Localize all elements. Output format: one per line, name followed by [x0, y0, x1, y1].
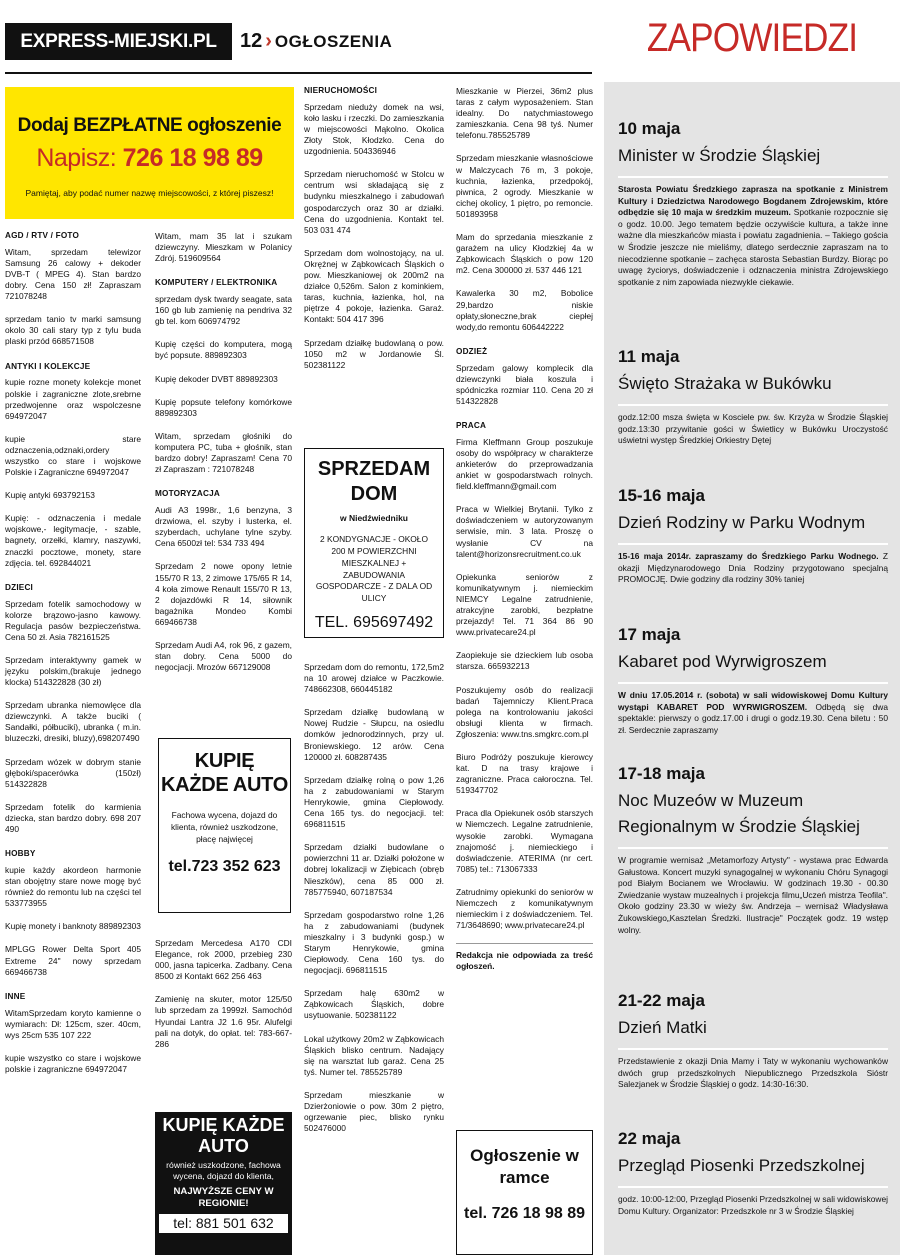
event-text: godz. 10:00-12:00, Przegląd Piosenki Przedszkolnej w sali widowiskowej Domu Kultury. Organizator: Przedszkole nr 3 w Środzie Śląskiej — [618, 1194, 888, 1216]
event-body — [618, 404, 888, 447]
ad-title: SPRZEDAM DOM — [317, 458, 431, 505]
promo-note: Pamiętaj, aby podać numer nazwę miejscowości, z której piszesz! — [25, 188, 274, 198]
classified-ad: kupie rozne monety kolekcje monet polskie i zagraniczne zlote,srebrne przedwojenne oraz wspolczesne 694972047 — [5, 377, 141, 421]
classified-ad: kupie każdy akordeon harmonie stan obojętny stare nowe mogę być również do remontu lub na części tel 533773955 — [5, 864, 141, 909]
classified-ad: WitamSprzedam koryto kamienne o wymiarach: Dł: 125cm, szer. 40cm, wys 25cm 535 107 222 — [5, 1007, 141, 1040]
event-title: Dzień Rodziny w Parku Wodnym — [618, 513, 866, 532]
classified-ad: Kupię antyki 693792153 — [5, 490, 95, 501]
classified-ad: Sprzedam mieszkanie własnościowe w Malczycach 76 m, 3 pokoje, kuchnia, łazienka, przedpokój, piwnica, 2 ogrody. Mieszkanie w cichej okolicy, 1 piętro, po remoncie. 501893958 — [456, 153, 593, 219]
category-heading: AGD / RTV / FOTO — [5, 231, 80, 240]
classified-ad: Biuro Podróży poszukuje kierowcy kat. D na trasy krajowe i zagraniczne. Praca całoroczna. Tel. 519347702 — [456, 751, 593, 796]
classified-ad: Sprzedam działki budowlane o powierzchni 11 ar. Działki położone w dobrej lokalizacji w Ziębicach (obręb Nieszków), cena 85 000 zł. 785775940, 607187534 — [304, 842, 444, 897]
ad-phone: tel.723 352 623 — [168, 857, 281, 875]
event-body — [618, 543, 888, 586]
classified-ad: Sprzedam dom do remontu, 172,5m2 na 10 arowej działce w Paczkowie. 748662308, 660445182 — [304, 662, 444, 695]
event-item — [618, 1128, 888, 1217]
category-heading: MOTORYZACJA — [155, 489, 220, 499]
event-date: 15-16 maja — [618, 486, 705, 505]
classified-ad: sprzedam tanio tv marki samsung okolo 30 cali stary typ z tylu buda plaski przód 668571508 — [5, 314, 141, 347]
classified-ad: Praca w Wielkiej Brytanii. Tylko z doświadczeniem w autoryzowanym serwisie, min. 3 lata. Proszę o wysłanie CV na talent@horizonsrecruitment.co.uk — [456, 504, 593, 559]
category-heading: INNE — [5, 991, 26, 1001]
event-body — [618, 1048, 888, 1091]
separator: › — [265, 30, 272, 52]
header-rule — [5, 72, 592, 74]
zapowiedzi-heading: ZAPOWIEDZI — [646, 16, 858, 60]
classified-ad: Sprzedam 2 nowe opony letnie 155/70 R 13, 2 zimowe 175/65 R 14, 4 koła zimowe Renault 155/70 R 13, 2 dojazdówki R 14, siłownik bagażnika Mondeo Kombi 669466738 — [155, 561, 292, 627]
ad-title: KUPIĘ KAŻDE AUTO — [160, 750, 288, 796]
classified-ad: Sprzedam galowy komplecik dla dziewczynki biała koszula i spódniczka rozmiar 110. Cena 20 zł 514322828 — [456, 362, 593, 406]
column-2-top — [155, 231, 292, 685]
classified-ad: Firma Kleffmann Group poszukuje osoby do współpracy w charakterze ankieterów do przeprowadzania ankiet w gospodarstwach rolnych. field.kleffmann@gmail.com — [456, 436, 593, 492]
event-item — [618, 118, 888, 288]
event-text: Przedstawienie z okazji Dnia Mamy i Taty w wykonaniu wychowanków dwóch grup przedszkolnych Niepublicznego Przedszkola Sióstr Salezjanek w Środzie Śląskiej o godz. 14:30-16:30. — [618, 1056, 888, 1090]
ad-phone: TEL. 695697492 — [314, 613, 434, 631]
category-heading: KOMPUTERY / ELEKTRONIKA — [155, 278, 278, 288]
ad-phone: tel: 881 501 632 — [159, 1214, 288, 1233]
event-item — [618, 763, 888, 936]
event-title: Święto Strażaka w Bukówku — [618, 374, 832, 393]
section-title: OGŁOSZENIA — [274, 32, 393, 51]
category-heading: ANTYKI I KOLEKCJE — [5, 361, 91, 371]
classified-ad: kupie stare odznaczenia,odznaki,ordery wszystko co stare i wojskowe Polskie i Zagraniczne 694972047 — [5, 433, 141, 478]
classified-ad: MPLGG Rower Delta Sport 405 Extreme 24" nowy sprzedam 669466738 — [5, 944, 141, 977]
classified-ad: Opiekunka seniorów z komunikatywnym j. niemieckim NIEMCY Legalne zatrudnienie, atrakcyjne zarobki, bezpłatne przejazdy! Tel. 71 364 86 90 www.privatecare24.pl — [456, 571, 593, 638]
event-title: Kabaret pod Wyrwigroszem — [618, 652, 827, 671]
ad-kupie-auto-black — [155, 1112, 292, 1255]
classified-ad: Sprzedam nieduży domek na wsi, koło lasku i rzeczki. Do zamieszkania w miejscowości Mąkolno. Okolica Złoty Stok, Kłodzko. Cena do uzgodnienia. 504336946 — [304, 101, 444, 157]
event-item — [618, 346, 888, 447]
column-4 — [456, 86, 593, 972]
classified-ad: Witam, mam 35 lat i szukam dziewczyny. Mieszkam w Polanicy Zdrój. 519609564 — [155, 231, 292, 264]
event-date: 21-22 maja — [618, 991, 705, 1010]
classified-ad: Kupię dekoder DVBT 889892303 — [155, 373, 278, 384]
classified-ad: Zatrudnimy opiekunki do seniorów w Niemczech z komunikatywnym niemieckim i z doświadczeniem. Tel. 71/3648690; www.privatecare24.pl — [456, 886, 593, 931]
event-item — [618, 990, 888, 1091]
classified-ad: Sprzedam nieruchomość w Stolcu w centrum wsi składającą się z budynku mieszkalnego i zabudowań gospodarczych oraz 30 ar działki. Cena do uzgodnienia. Kontakt tel. 503 031 474 — [304, 169, 444, 235]
classified-ad: Sprzedam wózek w dobrym stanie głęboki/spacerówka (150zł) 514322828 — [5, 756, 141, 789]
event-title: Noc Muzeów w Muzeum Regionalnym w Środzie Śląskiej — [618, 791, 860, 836]
classified-ad: sprzedam dysk twardy seagate, sata 160 gb lub zamienię na pendriva 32 gb tel. kom 606974792 — [155, 294, 292, 327]
classified-ad: Sprzedam działkę budowlaną o pow. 1050 m2 w Jordanowie Śl. 502381122 — [304, 337, 444, 370]
ad-title: KUPIĘ KAŻDE AUTO — [162, 1115, 285, 1156]
promo-phone-number: 726 18 98 89 — [122, 144, 263, 172]
event-body — [618, 176, 888, 288]
ad-phone: tel. 726 18 98 89 — [464, 1205, 585, 1222]
disclaimer: Redakcja nie odpowiada za treść ogłoszeń. — [456, 943, 593, 972]
column-1 — [5, 231, 141, 1087]
classified-ad: Sprzedam mieszkanie w Dzierżoniowie o pow. 30m 2 piętro, ogrzewanie piec, blisko rynku 502476000 — [304, 1089, 444, 1134]
ad-slogan: NAJWYŻSZE CENY W REGIONIE! — [173, 1186, 274, 1209]
event-lead: Starosta Powiatu Średzkiego zaprasza na spotkanie z Ministrem Kultury i Dziedzictwa Narodowego Bogdanem Zdrojewskim, które odbędzie się 10 maja w średzkim muzeum. — [618, 184, 888, 218]
classified-ad: Mam do sprzedania mieszkanie z garażem na ulicy Kłodzkiej 4a w Ząbkowicach Śląskich o pow 120 m2. Cena 300000 zł. 537 446 121 — [456, 232, 593, 276]
column-3-bottom — [304, 662, 444, 1146]
ad-title: Ogłoszenie w ramce — [470, 1146, 579, 1187]
classified-ad: Zamienię na skuter, motor 125/50 lub sprzedam za 1999zł. Samochód Hyundai Lantra J2 1.6 95r. Alufelgi pali na dotyk, do opłat. tel: 783-667-286 — [155, 994, 292, 1049]
classified-ad: Kupię: - odznaczenia i medale wojskowe,- legitymacje, - szable, bagnety, orzełki, klamry, naszywki, znaczki pocztowe, monety, stare zdjęcia. tel. 692844021 — [5, 513, 141, 568]
classified-ad: Mieszkanie w Pierzei, 36m2 plus taras z całym wyposażeniem. Stan idealny. Do natychmiastowego zamieszkania. Cena 98 tyś. Numer telefonu.785525789 — [456, 86, 593, 141]
classified-ad: Sprzedam halę 630m2 w Ząbkowicach Śląskich, dobre usytuowanie. 502381122 — [304, 988, 444, 1021]
page-number: 12 — [240, 30, 263, 52]
classified-ad: Audi A3 1998r., 1,6 benzyna, 3 drzwiowa, el. szyby i lusterka, el. szyberdach, uchylane tylne szyby. Cena 6500zł tel: 534 733 494 — [155, 505, 292, 549]
event-date: 17-18 maja — [618, 764, 705, 783]
classified-ad: Sprzedam gospodarstwo rolne 1,26 ha z zabudowaniami (budynek mieszkalny i 3 budynki gosp.) w Starym Henrykowie, gmina Ciepłowody. Cena 160 tys. do negocjacji. 696811515 — [304, 909, 444, 976]
event-body — [618, 682, 888, 736]
classified-ad: Sprzedam ubranka niemowlęce dla dziewczynki. A także buciki ( Sandałki, półbuciki), ubranka ( m.in. bluzeczki, dresiki, bluzy),698207490 — [5, 700, 141, 744]
column-3-top — [304, 86, 444, 383]
ad-body: również uszkodzone, fachowa wycena, dojazd do klienta, — [166, 1160, 281, 1182]
category-heading: NIERUCHOMOŚCI — [304, 86, 378, 95]
category-heading: PRACA — [456, 420, 487, 430]
classified-ad: Sprzedam Audi A4, rok 96, z gazem, stan dobry. Cena 5000 do negocjacji. Mrozów 667129008 — [155, 640, 292, 673]
classified-ad: Praca dla Opiekunek osób starszych w Niemczech. Legalne zatrudnienie, wysokie zarobki. Wymagana znajomość j. niemieckiego i doświadczenie. ATERIMA (nr cert. 7085) tel.: 713067333 — [456, 808, 593, 874]
category-heading: DZIECI — [5, 582, 34, 592]
event-item — [618, 624, 888, 736]
promo-phone-prefix: Napisz: — [36, 144, 123, 172]
classified-ad: Lokal użytkowy 20m2 w Ząbkowicach Śląskich blisko centrum. Nadający się na warsztat lub garaż. Cena 25 tyś. Numer tel. 785525789 — [304, 1033, 444, 1077]
event-text: Odbędą się dwa spektakle: pierwszy o godz.17.00 i drugi o godz.19.30. Cena biletu : 50 zł. Serdecznie zapraszamy — [618, 701, 888, 735]
page-header — [240, 28, 392, 55]
ad-location: w Niedźwiedniku — [339, 513, 408, 523]
classified-ad: Sprzedam działkę rolną o pow 1,26 ha z zabudowaniami w Starym Henrykowie, gmina Ciepłowody. Cena 165 tys. do negocjacji. tel: 696811515 — [304, 774, 444, 830]
classified-ad: Kupię części do komputera, mogą być popsute. 889892303 — [155, 339, 292, 361]
classified-ad: Sprzedam dom wolnostojący, na ul. Okrężnej w Ząbkowicach Śląskich o pow. Mieszkaniowej ok 200m2 na działce 0,526m. Salon z kominkiem, taras, kuchnia, łazienka, hol, na piętrze 4 pokoje, łazienka. Garaż. Kontakt: 504 417 396 — [304, 247, 444, 325]
classified-ad: Sprzedam interaktywny gamek w języku polskim,(brakuje jednego klocka) 514322828 (30 zł) — [5, 654, 141, 688]
classified-ad: Sprzedam fotelik do karmienia dziecka, stan bardzo dobry. 698 207 490 — [5, 801, 141, 835]
event-lead: W dniu 17.05.2014 r. (sobota) w sali widowiskowej Domu Kultury wystąpi KABARET POD WYRWIGROSZEM. — [618, 690, 888, 712]
ad-sprzedam-dom — [304, 448, 444, 638]
event-lead: 15-16 maja 2014r. zapraszamy do Średzkiego Parku Wodnego. — [618, 551, 879, 561]
column-2-bottom — [155, 938, 292, 1062]
classified-ad: Kupię popsute telefony komórkowe 889892303 — [155, 396, 292, 418]
event-text: Z okazji Międzynarodowego Dnia Rodziny przygotowano specjalną PROMOCJĘ. Dwie godziny dla rodziny 30% taniej — [618, 551, 888, 585]
event-item — [618, 485, 888, 586]
ad-kupie-auto — [158, 738, 291, 913]
ad-body: 2 KONDYGNACJE - OKOŁO 200 M POWIERZCHNI MIESZKALNEJ + ZABUDOWANIA GOSPODARCZE - Z DALA OD ULICY — [315, 534, 433, 604]
event-date: 22 maja — [618, 1129, 681, 1148]
classified-ad: Sprzedam Mercedesa A170 CDI Elegance, rok 2000, przebieg 230 000, jasna tapicerka. Zadbany. Cena 8500 zł Kontakt 662 256 463 — [155, 938, 292, 982]
category-heading: ODZIEŻ — [456, 346, 488, 356]
event-title: Przegląd Piosenki Przedszkolnej — [618, 1156, 865, 1175]
event-title: Minister w Środzie Śląskiej — [618, 146, 821, 165]
classified-ad: Witam, sprzedam głośniki do komputera PC, tuba + głośnik, stan bardzo dobry! Zapraszam! Cena 70 zł Zapraszam : 721078248 — [155, 430, 292, 475]
event-body — [618, 847, 888, 936]
event-text: Spotkanie rozpocznie się o godz. 10.00. Jego tematem będzie oczywiście kultura, a także inne ważne dla mieszkańców miasta i powiatu zagadnienia. – Takiego gościa w Środzie jeszcze nie mieliśmy, dlatego serdecznie zapraszam na to niecodzienne spotkanie – zachęca starosta Sebastian Burdzy. Biorąc po uwagę życiorys, doświadczenie i odznaczenia ministra Zdrojewskiego spotkanie z nim zapowiada niezwykle ciekawie. — [618, 207, 888, 287]
classified-ad: Kupię monety i banknoty 889892303 — [5, 921, 141, 932]
classified-ad: Witam, sprzedam telewizor Samsung 26 calowy + dekoder DVB-T ( MPEG 4). Stan bardzo dobry. Cena 150 zł! Zapraszam 721078248 — [5, 246, 141, 302]
event-text: W programie wernisaż „Metamorfozy Artysty" - wystawa prac Edwarda Gałustowa. Koncert muzyki synagogalnej w wykonaniu Chóru Synagogi pod Białym Bocianem we Wrocławiu. W godzinach 19.30 - 00.30 Zwiedzanie wystaw muzealnych i projekcja filmu„Uczeń mistrza Teofila". Około godziny 23.30 w wieży św. Andrzeja – wernisaż Władysława Żukowskiego„Kasztelan Średzki. Ilustracje" Początek godz. 19 wstęp wolny. — [618, 855, 888, 935]
classified-ad: kupie wszystko co stare i wojskowe polskie i zagraniczne 694972047 — [5, 1052, 141, 1074]
ad-ramka — [456, 1130, 593, 1255]
ad-body: Fachowa wycena, dojazd do klienta, również uszkodzone, płacę najwięcej — [170, 810, 279, 845]
event-body — [618, 1186, 888, 1217]
classified-ad: Sprzedam działkę budowlaną w Nowej Rudzie - Słupcu, na osiedlu domków jednorodzinnych, przy ul. Broniewskiego. 12 arów. Cena 120000 zł. 608287435 — [304, 707, 444, 762]
event-text: godz.12:00 msza święta w Kosciele pw. św. Krzyża w Środzie Śląskiej godz.13:30 przywitanie gości w Świetlicy w Bukówku Uroczystość uświetni występ Średzkiej Orkiestry Dętej — [618, 412, 888, 446]
free-ad-promo — [5, 87, 294, 219]
event-date: 11 maja — [618, 347, 680, 366]
classified-ad: Sprzedam fotelik samochodowy w kolorze brązowo-jasno kawowy. Regulacja pasów bezpieczeństwa. Cena 50 zł. Asia 782161525 — [5, 598, 141, 642]
category-heading: HOBBY — [5, 849, 36, 859]
promo-headline: Dodaj BEZPŁATNE ogłoszenie — [17, 115, 282, 136]
classified-ad: Poszukujemy osób do realizacji badań Tajemniczy Klient.Praca polega na kontrolowaniu jakości obsługi klienta w firmach. Zgłoszenia: www.tns.smgkrc.com.pl — [456, 684, 593, 739]
promo-phone — [5, 142, 294, 174]
event-title: Dzień Matki — [618, 1018, 707, 1037]
event-date: 17 maja — [618, 625, 681, 644]
event-date: 10 maja — [618, 119, 681, 138]
site-brand: EXPRESS-MIEJSKI.PL — [5, 23, 232, 60]
classified-ad: Kawalerka 30 m2, Bobolice 29,bardzo niskie opłaty,słoneczne,brak ciepłej wody,do remontu 606442222 — [456, 288, 593, 332]
classified-ad: Zaopiekuje sie dzieckiem lub osoba starsza. 665932213 — [456, 650, 593, 672]
